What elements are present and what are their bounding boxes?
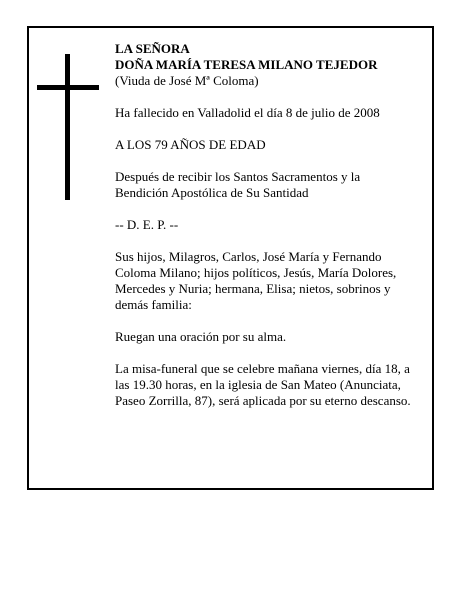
widow-of: (Viuda de José Mª Coloma) bbox=[115, 73, 259, 88]
age-line: A LOS 79 AÑOS DE EDAD bbox=[115, 137, 266, 152]
cross-vertical-bar bbox=[65, 54, 70, 200]
notice-text bbox=[115, 41, 415, 425]
cross-horizontal-bar bbox=[37, 85, 99, 90]
prayer-line: Ruegan una oración por su alma. bbox=[115, 329, 287, 344]
obituary-notice bbox=[27, 26, 434, 490]
deceased-name: DOÑA MARÍA TERESA MILANO TEJEDOR bbox=[115, 57, 378, 72]
death-info: Ha fallecido en Valladolid el día 8 de julio de 2008 bbox=[115, 105, 380, 120]
family-line: Sus hijos, Milagros, Carlos, José María y Fernando Coloma Milano; hijos políticos, Jesús, María Dolores, Mercedes y Nuria; hermana, Elisa; nietos, sobrinos y demás familia: bbox=[115, 249, 397, 312]
funeral-line: La misa-funeral que se celebre mañana viernes, día 18, a las 19.30 horas, en la iglesia de San Mateo (Anunciata, Paseo Zorrilla, 87), será aplicada por su eterno descanso. bbox=[115, 361, 411, 408]
header-title: LA SEÑORA bbox=[115, 41, 190, 56]
cross-icon bbox=[37, 54, 99, 200]
sacraments-line: Después de recibir los Santos Sacramentos y la Bendición Apostólica de Su Santidad bbox=[115, 169, 361, 200]
rip-line: -- D. E. P. -- bbox=[115, 217, 179, 232]
